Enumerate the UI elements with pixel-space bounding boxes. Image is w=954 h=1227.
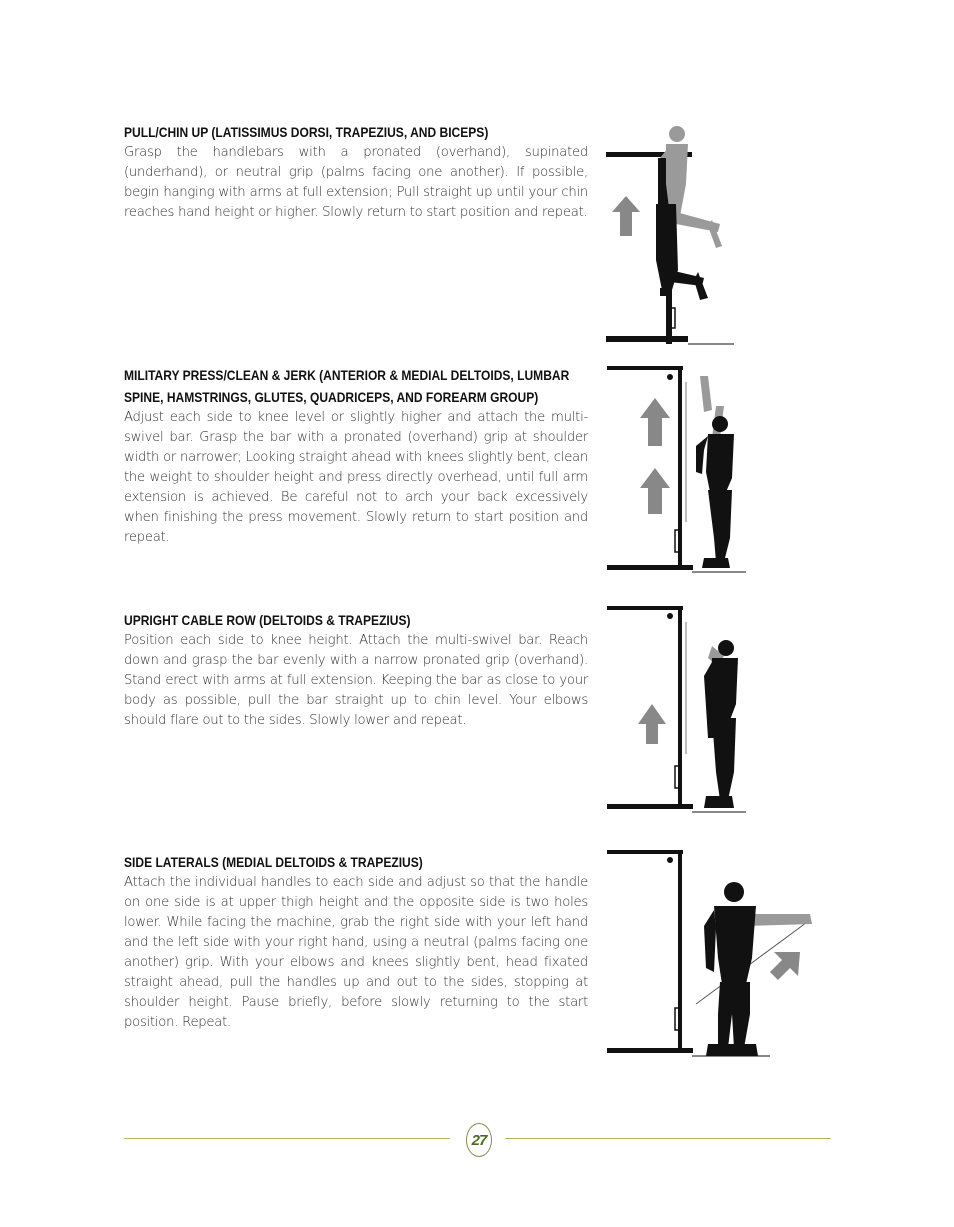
exercise-title: MILITARY PRESS/CLEAN & JERK (ANTERIOR & MEDIAL DELTOIDS, LUMBAR SPINE, HAMSTRINGS, GLUTES, QUADRICEPS, AND FOREARM GROUP) bbox=[124, 367, 570, 405]
military-press-illustration bbox=[600, 362, 750, 580]
pull-up-illustration bbox=[600, 120, 740, 350]
exercise-title: PULL/CHIN UP (LATISSIMUS DORSI, TRAPEZIUS, AND BICEPS) bbox=[124, 124, 489, 140]
exercise-description: Grasp the handlebars with a pronated (overhand), supinated (underhand), or neutral grip (palms facing one another). If possible, begin hanging with arms at full extension; Pull straight up until your chin reaches hand height or higher. Slowly return to start position and repeat. bbox=[124, 145, 588, 220]
exercise-military-press bbox=[124, 364, 588, 548]
exercise-description: Attach the individual handles to each side and adjust so that the handle on one side is at upper thigh height and the opposite side is two holes lower. While facing the machine, grab the right side with your left hand and the left side with your right hand, using a neutral (palms facing one another) grip. With your elbows and knees slightly bent, head fixated straight ahead, pull the handles up and out to the sides, stopping at shoulder height. Pause briefly, before slowly returning to the start position. Repeat. bbox=[124, 875, 588, 1030]
page-number-badge bbox=[466, 1123, 492, 1157]
exercise-pull-chin-up bbox=[124, 121, 588, 223]
page-number: 27 bbox=[471, 1131, 487, 1149]
exercise-title: UPRIGHT CABLE ROW (DELTOIDS & TRAPEZIUS) bbox=[124, 612, 411, 628]
exercise-description: Adjust each side to knee level or slightly higher and attach the multi-swivel bar. Grasp the bar with a pronated (overhand) grip at shoulder width or narrower; Looking straight ahead with knees slightly bent, clean the weight to shoulder height and press directly overhead, until full arm extension is achieved. Be careful not to arch your back excessively when finishing the press movement. Slowly return to start position and repeat. bbox=[124, 410, 588, 545]
footer-rule-left bbox=[124, 1138, 450, 1139]
exercise-upright-cable-row bbox=[124, 609, 588, 731]
upright-row-illustration bbox=[600, 604, 750, 818]
footer-rule-right bbox=[505, 1138, 831, 1139]
side-laterals-illustration bbox=[600, 848, 820, 1062]
exercise-title: SIDE LATERALS (MEDIAL DELTOIDS & TRAPEZIUS) bbox=[124, 854, 423, 870]
exercise-description: Position each side to knee height. Attach the multi-swivel bar. Reach down and grasp the bar evenly with a narrow pronated grip (overhand). Stand erect with arms at full extension. Keeping the bar as close to your body as possible, pull the bar straight up to chin level. Your elbows should flare out to the sides. Slowly lower and repeat. bbox=[124, 633, 588, 728]
exercise-side-laterals bbox=[124, 851, 588, 1033]
